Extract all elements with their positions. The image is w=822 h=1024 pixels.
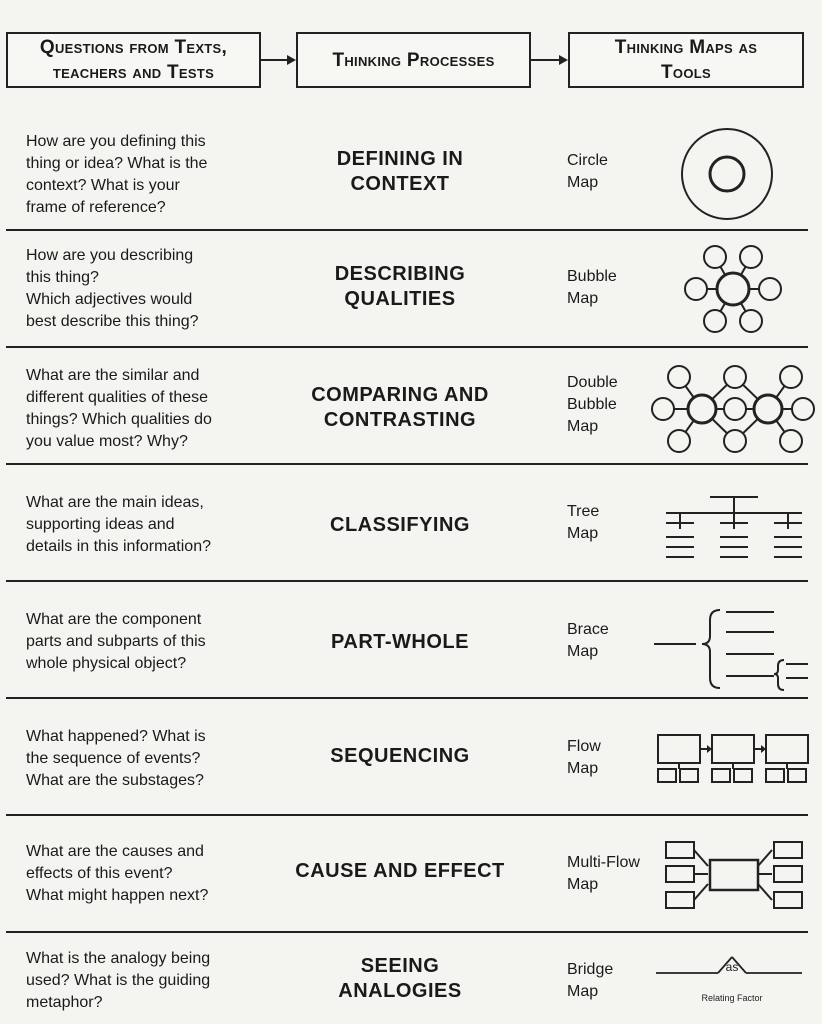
row-process: PART-WHOLE	[331, 631, 469, 653]
double-bubble-map-icon	[650, 360, 816, 458]
row-process: CAUSE AND EFFECT	[295, 860, 505, 882]
row-map-name: Bubble Map	[567, 268, 617, 307]
row-map-name: Tree Map	[567, 503, 600, 542]
tree-map-icon	[658, 493, 808, 565]
table-row	[6, 465, 808, 582]
header-questions-label: Questions from Texts, teachers and Tests	[39, 37, 228, 83]
flow-map-icon	[652, 733, 812, 785]
row-question: What happened? What is the sequence of events? What are the substages?	[26, 728, 206, 789]
header-processes-label: Thinking Processes	[332, 49, 495, 71]
table-row	[6, 231, 808, 348]
table-row	[6, 114, 808, 231]
row-question: How are you defining this thing or idea? What is the context? What is your frame of reference?	[26, 133, 208, 216]
bridge-caption: Relating Factor	[701, 993, 763, 1003]
header-thinking-maps	[568, 32, 804, 88]
row-process: DEFINING IN CONTEXT	[336, 148, 464, 195]
bubble-map-icon	[678, 241, 788, 337]
table-row	[6, 816, 808, 933]
table-row	[6, 699, 808, 816]
multi-flow-map-icon	[662, 838, 808, 916]
row-map-name: Circle Map	[567, 152, 608, 191]
circle-map-icon	[674, 126, 780, 222]
row-question: What are the main ideas, supporting ideas and details in this information?	[26, 494, 211, 555]
row-process: COMPARING AND CONTRASTING	[311, 384, 489, 431]
bridge-word: as	[725, 960, 739, 974]
row-process: DESCRIBING QUALITIES	[334, 263, 466, 310]
row-process: SEQUENCING	[330, 745, 470, 767]
brace-map-icon	[650, 604, 808, 694]
arrow-right-icon	[531, 54, 569, 66]
header-questions	[6, 32, 261, 88]
row-map-name: Brace Map	[567, 621, 609, 660]
row-question: What are the similar and different qualities of these things? Which qualities do you value most? Why?	[26, 367, 212, 450]
row-map-name: Multi-Flow Map	[567, 854, 640, 893]
header-maps-label: Thinking Maps as Tools	[614, 37, 758, 83]
table-row	[6, 582, 808, 699]
arrow-right-icon	[261, 54, 297, 66]
bridge-map-icon	[652, 949, 806, 1007]
row-map-name: Flow Map	[567, 738, 601, 777]
row-question: What are the causes and effects of this event? What might happen next?	[26, 843, 209, 904]
header-thinking-processes	[296, 32, 531, 88]
row-map-name: Bridge Map	[567, 961, 614, 1000]
row-question: What are the component parts and subparts of this whole physical object?	[26, 611, 206, 672]
table-row	[6, 348, 808, 465]
row-question: How are you describing this thing? Which adjectives would best describe this thing?	[26, 247, 199, 330]
row-map-name: Double Bubble Map	[567, 374, 618, 435]
row-process: SEEING ANALOGIES	[338, 955, 462, 1002]
row-process: CLASSIFYING	[330, 514, 470, 536]
table-row	[6, 933, 808, 1024]
row-question: What is the analogy being used? What is the guiding metaphor?	[26, 950, 211, 1011]
